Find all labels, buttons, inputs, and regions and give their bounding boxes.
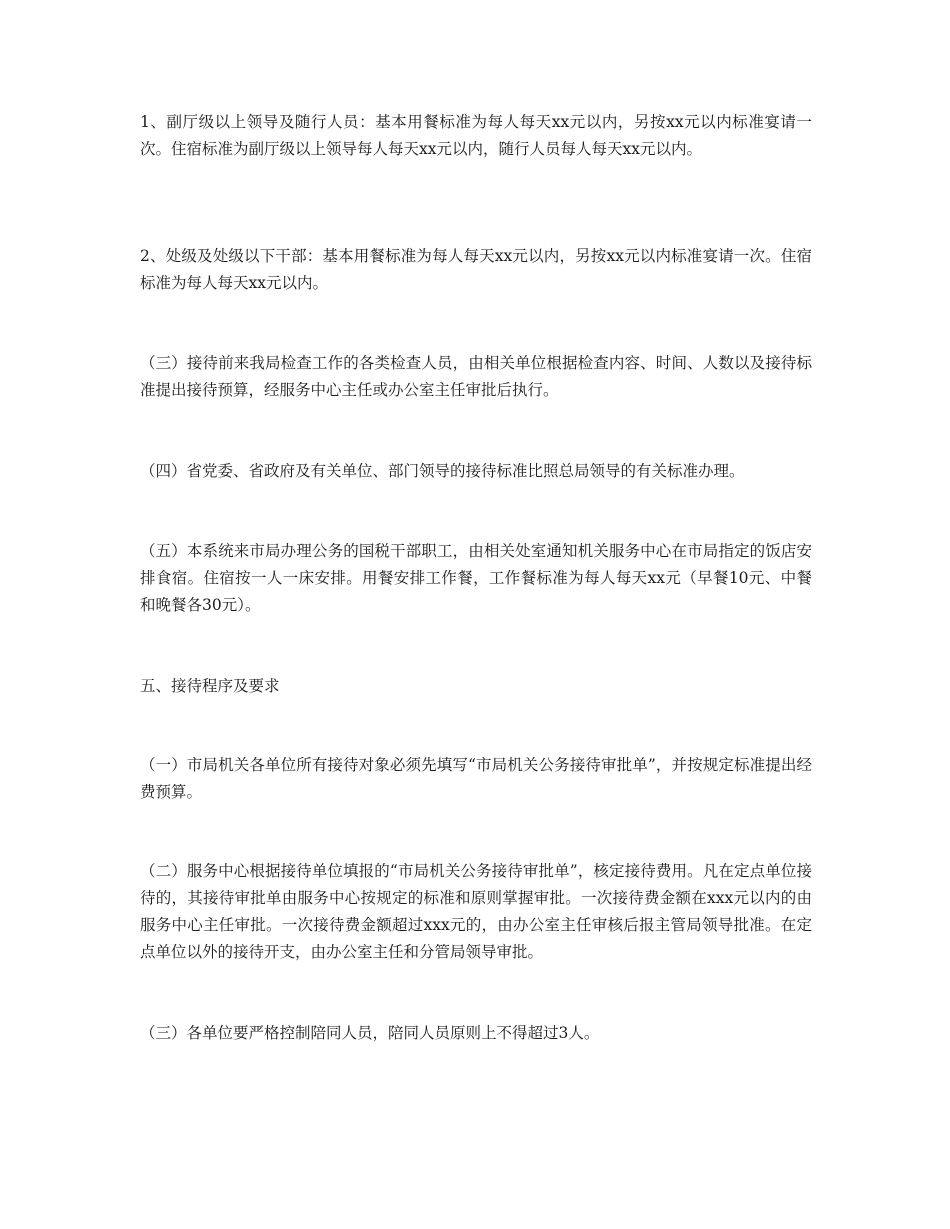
paragraph-system-staff: （五）本系统来市局办理公务的国税干部职工，由相关处室通知机关服务中心在市局指定的饭店安排食宿。住宿按一人一床安排。用餐安排工作餐，工作餐标准为每人每天xx元（早餐10元、中餐和晚餐各30元）。 (140, 542, 812, 614)
paragraph-cadre-standard: 2、处级及处级以下干部：基本用餐标准为每人每天xx元以内，另按xx元以内标准宴请一次。住宿标准为每人每天xx元以内。 (140, 247, 812, 292)
paragraph-inspection-staff: （三）接待前来我局检查工作的各类检查人员，由相关单位根据检查内容、时间、人数以及接待标准提出接待预算，经服务中心主任或办公室主任审批后执行。 (140, 354, 812, 399)
paragraph-expense-approval: （二）服务中心根据接待单位填报的“市局机关公务接待审批单”，核定接待费用。凡在定点单位接待的，其接待审批单由服务中心按规定的标准和原则掌握审批。一次接待费金额在xxx元以内的由服务中心主任审批。一次接待费金额超过xxx元的，由办公室主任审核后报主管局领导批准。在定点单位以外的接待开支，由办公室主任和分管局领导审批。 (140, 862, 812, 961)
paragraph-leader-standard: 1、副厅级以上领导及随行人员：基本用餐标准为每人每天xx元以内，另按xx元以内标准宴请一次。住宿标准为副厅级以上领导每人每天xx元以内，随行人员每人每天xx元以内。 (140, 113, 812, 158)
paragraph-approval-form: （一）市局机关各单位所有接待对象必须先填写“市局机关公务接待审批单”，并按规定标准提出经费预算。 (140, 756, 812, 801)
section-heading: 五、接待程序及要求 (140, 677, 280, 695)
paragraph-provincial-leaders: （四）省党委、省政府及有关单位、部门领导的接待标准比照总局领导的有关标准办理。 (140, 462, 745, 480)
paragraph-escort-limit: （三）各单位要严格控制陪同人员，陪同人员原则上不得超过3人。 (140, 1024, 600, 1042)
